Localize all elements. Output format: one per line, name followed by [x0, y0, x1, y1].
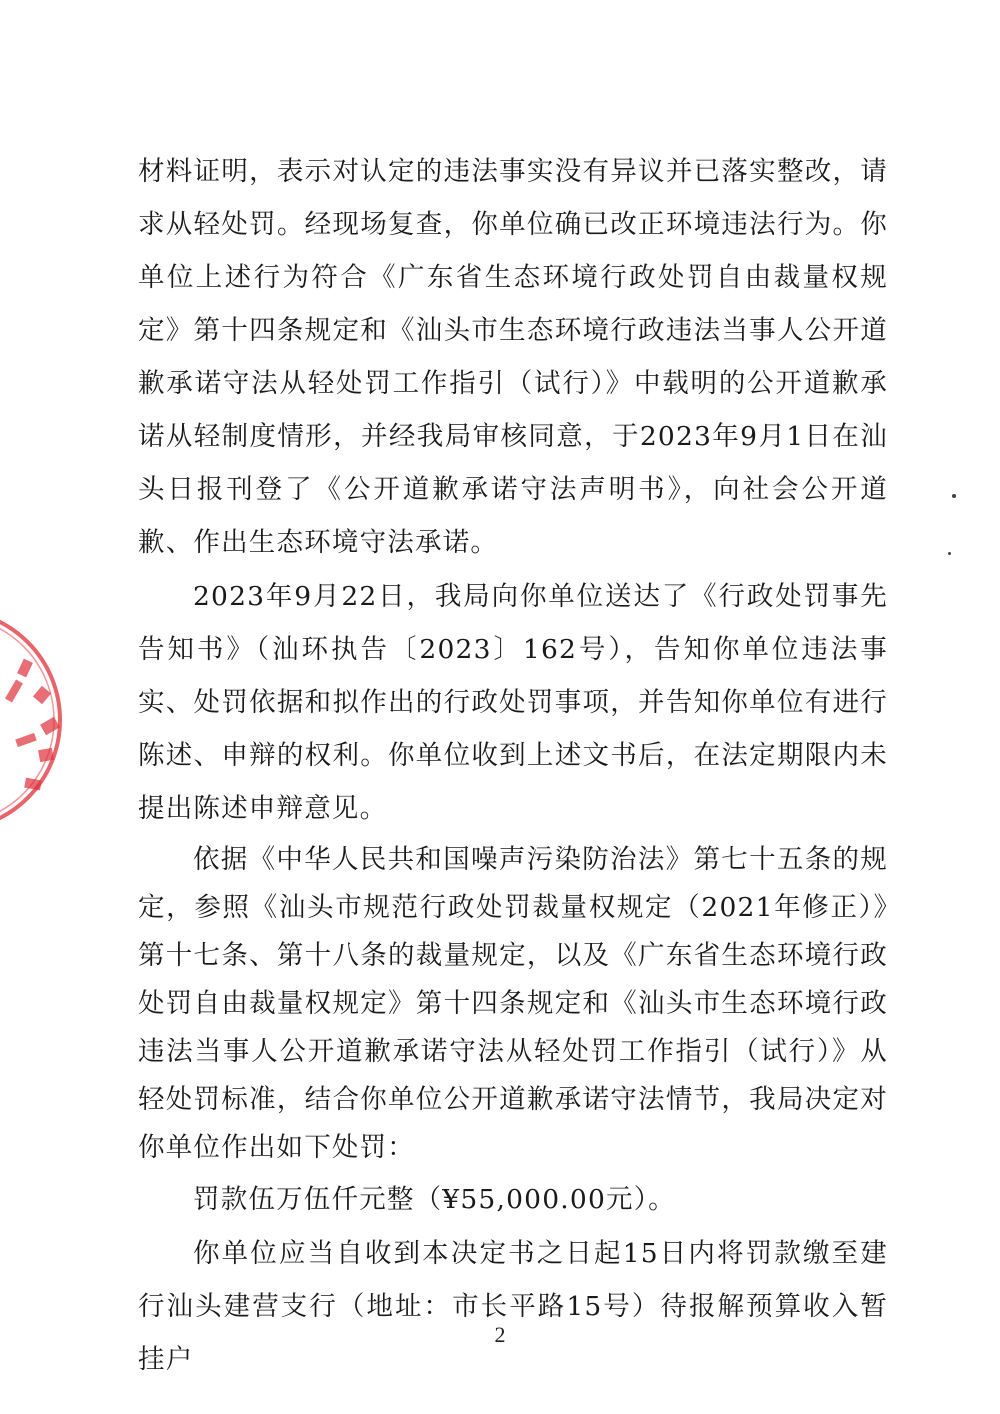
paragraph-prior-notice: 2023年9月22日，我局向你单位送达了《行政处罚事先告知书》（汕环执告〔2023〕162号），告知你单位违法事实、处罚依据和拟作出的行政处罚事项，并告知你单位有进行陈述、申辩的权利。你单位收到上述文书后，在法定期限内未提出陈述申辩意见。 [138, 581, 888, 824]
official-seal-stamp [0, 600, 80, 840]
paragraph-payment: 你单位应当自收到本决定书之日起15日内将罚款缴至建行汕头建营支行（地址：市长平路15号）待报解预算收入暂挂户 [138, 1238, 888, 1375]
paragraph-legal-basis: 依据《中华人民共和国噪声污染防治法》第七十五条的规定，参照《汕头市规范行政处罚裁量权规定（2021年修正）》第十七条、第十八条的裁量规定，以及《广东省生态环境行政处罚自由裁量权规定》第十四条规定和《汕头市生态环境行政违法当事人公开道歉承诺守法从轻处罚工作指引（试行）》从轻处罚标准，结合你单位公开道歉承诺守法情节，我局决定对你单位作出如下处罚： [138, 844, 888, 1163]
page-number: 2 [494, 1322, 506, 1347]
document-body [138, 145, 888, 1386]
paragraph-penalty: 罚款伍万伍仟元整（¥55,000.00元）。 [193, 1184, 676, 1215]
paragraph-case-facts: 材料证明，表示对认定的违法事实没有异议并已落实整改，请求从轻处罚。经现场复查，你单位确已改正环境违法行为。你单位上述行为符合《广东省生态环境行政处罚自由裁量权规定》第十四条规定和《汕头市生态环境行政违法当事人公开道歉承诺守法从轻处罚工作指引（试行）》中载明的公开道歉承诺从轻制度情形，并经我局审核同意，于2023年9月1日在汕头日报刊登了《公开道歉承诺守法声明书》，向社会公开道歉、作出生态环境守法承诺。 [138, 156, 888, 558]
